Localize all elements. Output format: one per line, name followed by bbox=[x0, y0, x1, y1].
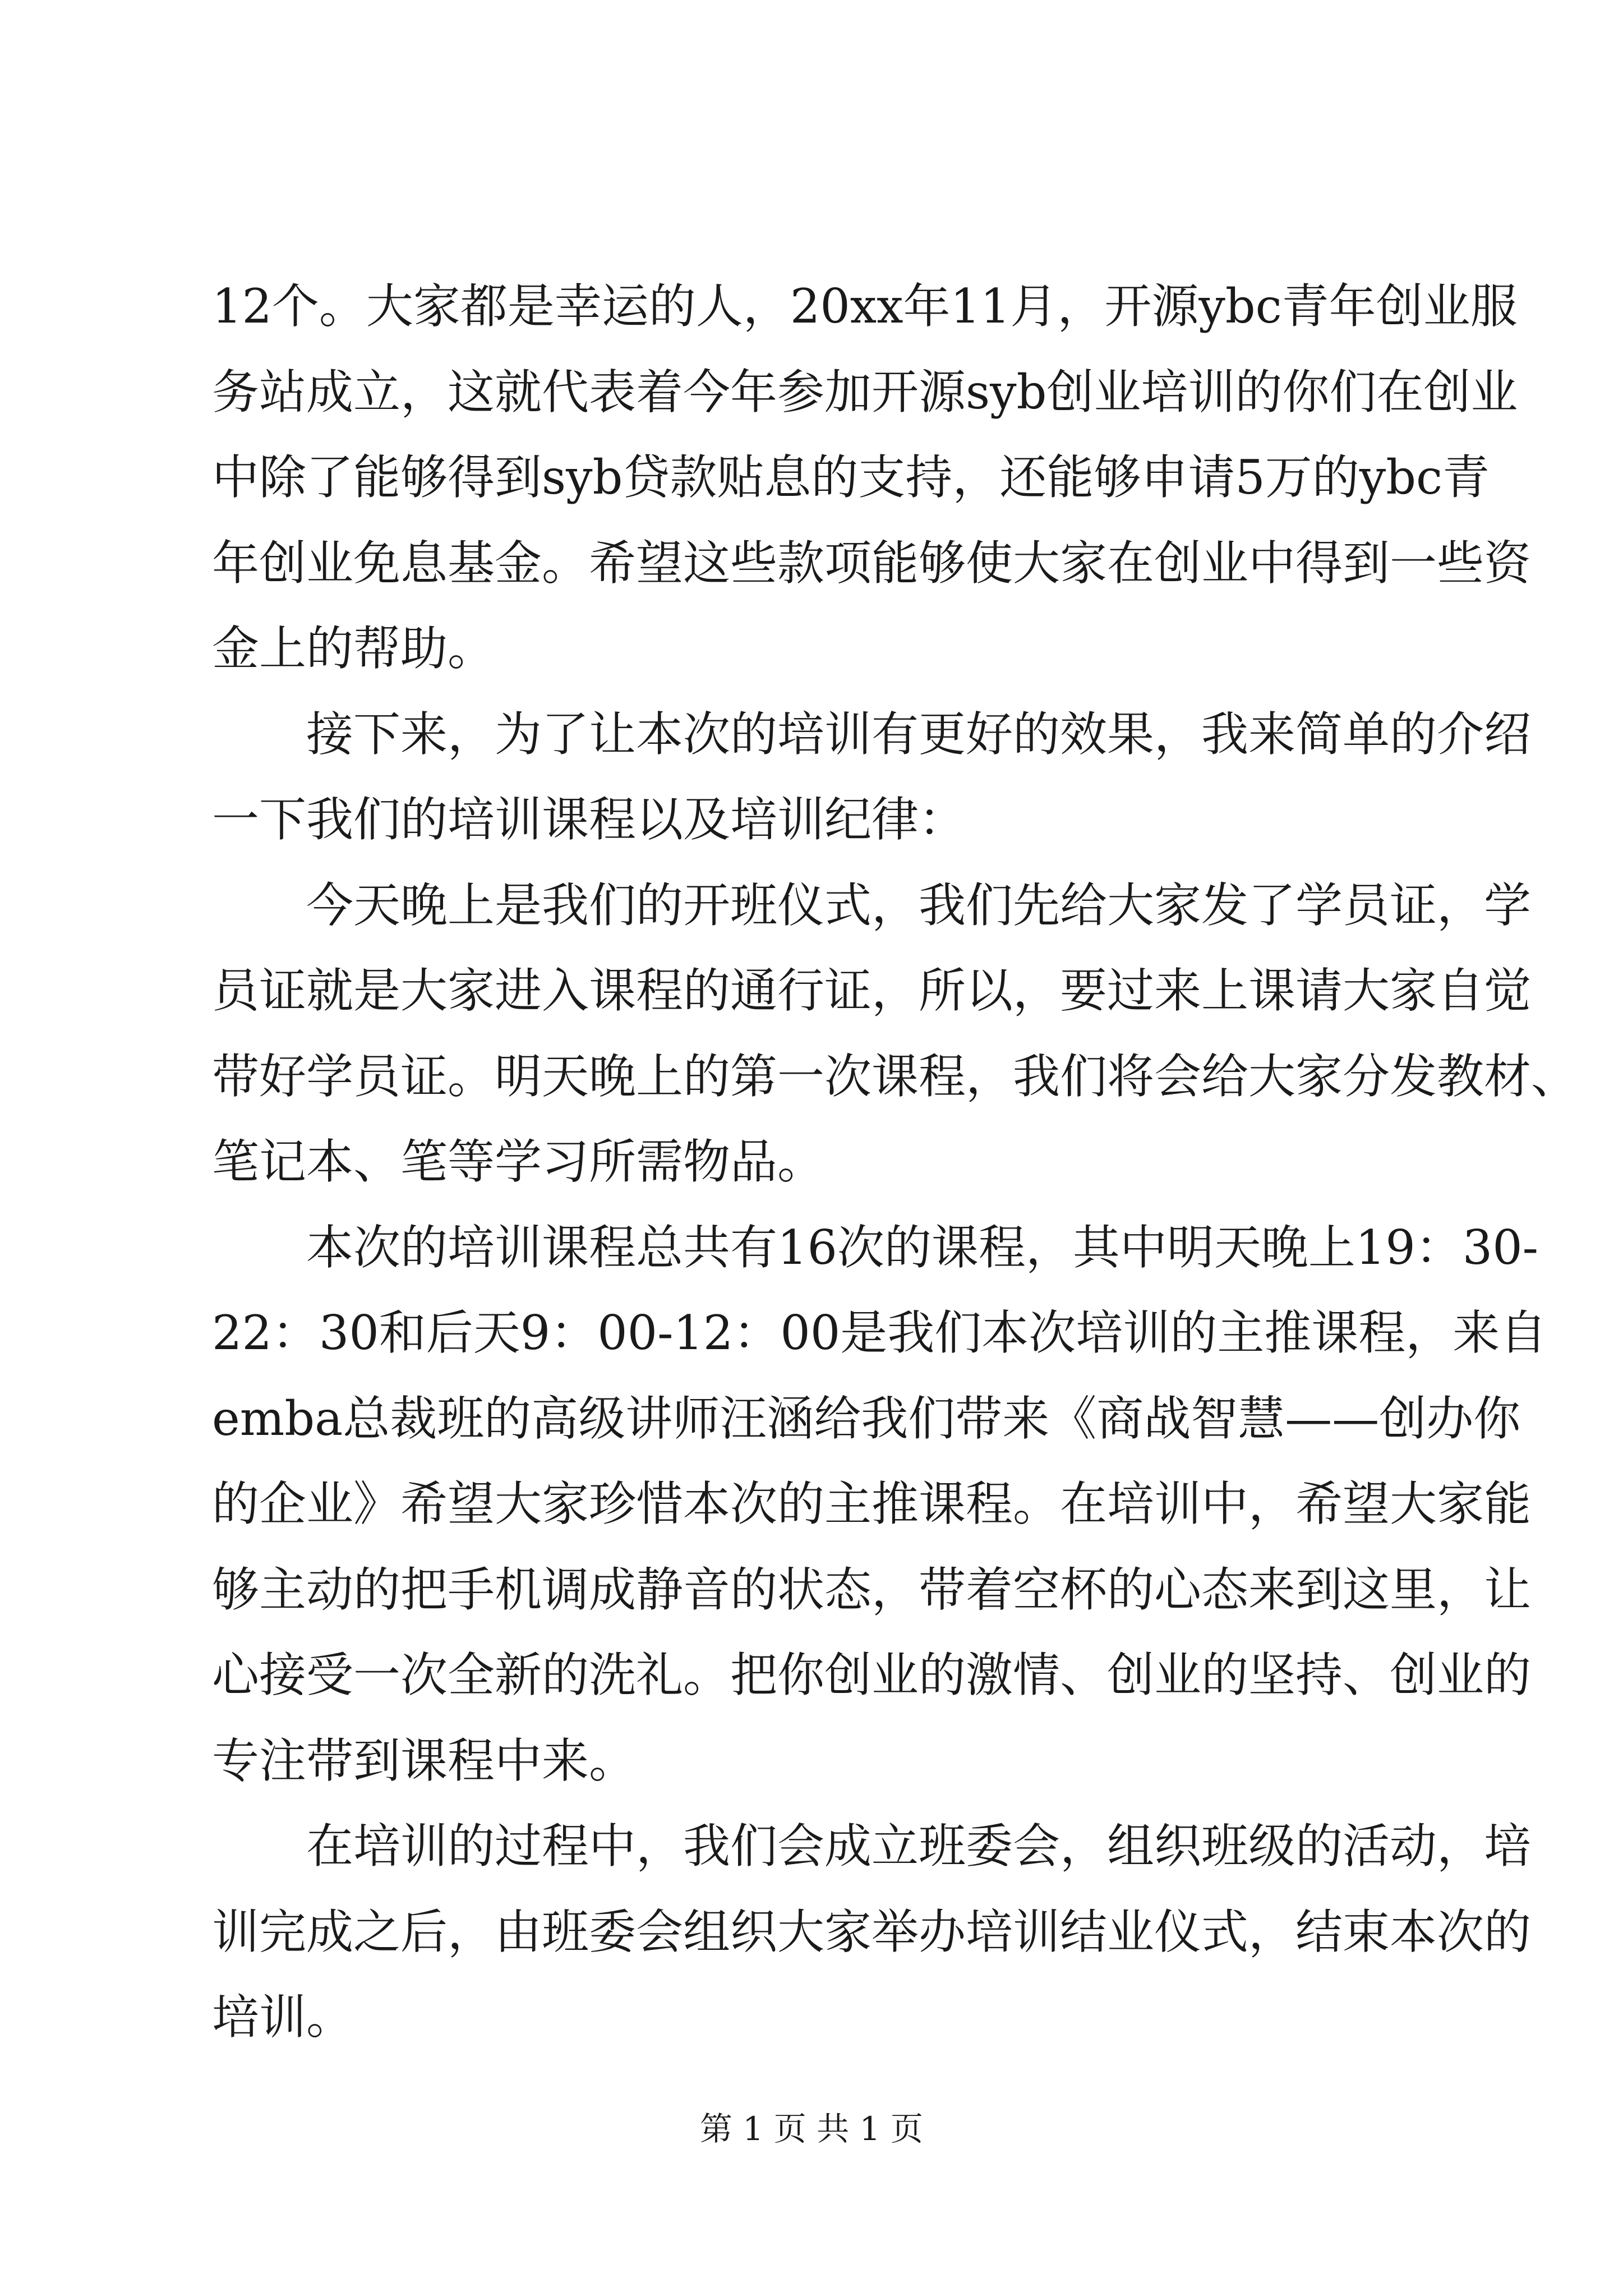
text-line: 笔记本、笔等学习所需物品。 bbox=[212, 1134, 825, 1189]
text-line: 本次的培训课程总共有16次的课程，其中明天晚上19：30- bbox=[212, 1220, 1539, 1275]
text-line: emba总裁班的高级讲师汪涵给我们带来《商战智慧——创办你 bbox=[212, 1391, 1521, 1446]
text-line: 带好学员证。明天晚上的第一次课程，我们将会给大家分发教材、 bbox=[212, 1048, 1579, 1104]
text-line: 12个。大家都是幸运的人，20xx年11月，开源ybc青年创业服 bbox=[212, 279, 1518, 334]
text-line: 的企业》希望大家珍惜本次的主推课程。在培训中，希望大家能 bbox=[212, 1476, 1532, 1531]
text-line: 今天晚上是我们的开班仪式，我们先给大家发了学员证，学 bbox=[212, 877, 1532, 933]
text-line: 心接受一次全新的洗礼。把你创业的激情、创业的坚持、创业的 bbox=[212, 1648, 1532, 1703]
text-line: 金上的帮助。 bbox=[212, 621, 495, 676]
text-line: 22：30和后天9：00-12：00是我们本次培训的主推课程，来自 bbox=[212, 1305, 1547, 1360]
text-line: 接下来，为了让本次的培训有更好的效果，我来简单的介绍 bbox=[212, 706, 1532, 762]
text-line: 务站成立，这就代表着今年参加开源syb创业培训的你们在创业 bbox=[212, 364, 1518, 420]
text-line: 专注带到课程中来。 bbox=[212, 1733, 637, 1788]
page-number-footer: 第 1 页 共 1 页 bbox=[700, 2110, 923, 2148]
text-line: 培训。 bbox=[212, 1990, 354, 2045]
text-line: 员证就是大家进入课程的通行证，所以，要过来上课请大家自觉 bbox=[212, 963, 1532, 1018]
document-body bbox=[212, 264, 1579, 2060]
text-line: 一下我们的培训课程以及培训纪律： bbox=[212, 792, 966, 847]
text-line: 够主动的把手机调成静音的状态，带着空杯的心态来到这里，让 bbox=[212, 1562, 1532, 1617]
text-line: 在培训的过程中，我们会成立班委会，组织班级的活动，培 bbox=[212, 1819, 1532, 1874]
text-line: 训完成之后，由班委会组织大家举办培训结业仪式，结束本次的 bbox=[212, 1904, 1532, 1959]
text-line: 中除了能够得到syb贷款贴息的支持，还能够申请5万的ybc青 bbox=[212, 450, 1490, 505]
text-line: 年创业免息基金。希望这些款项能够使大家在创业中得到一些资 bbox=[212, 535, 1532, 591]
